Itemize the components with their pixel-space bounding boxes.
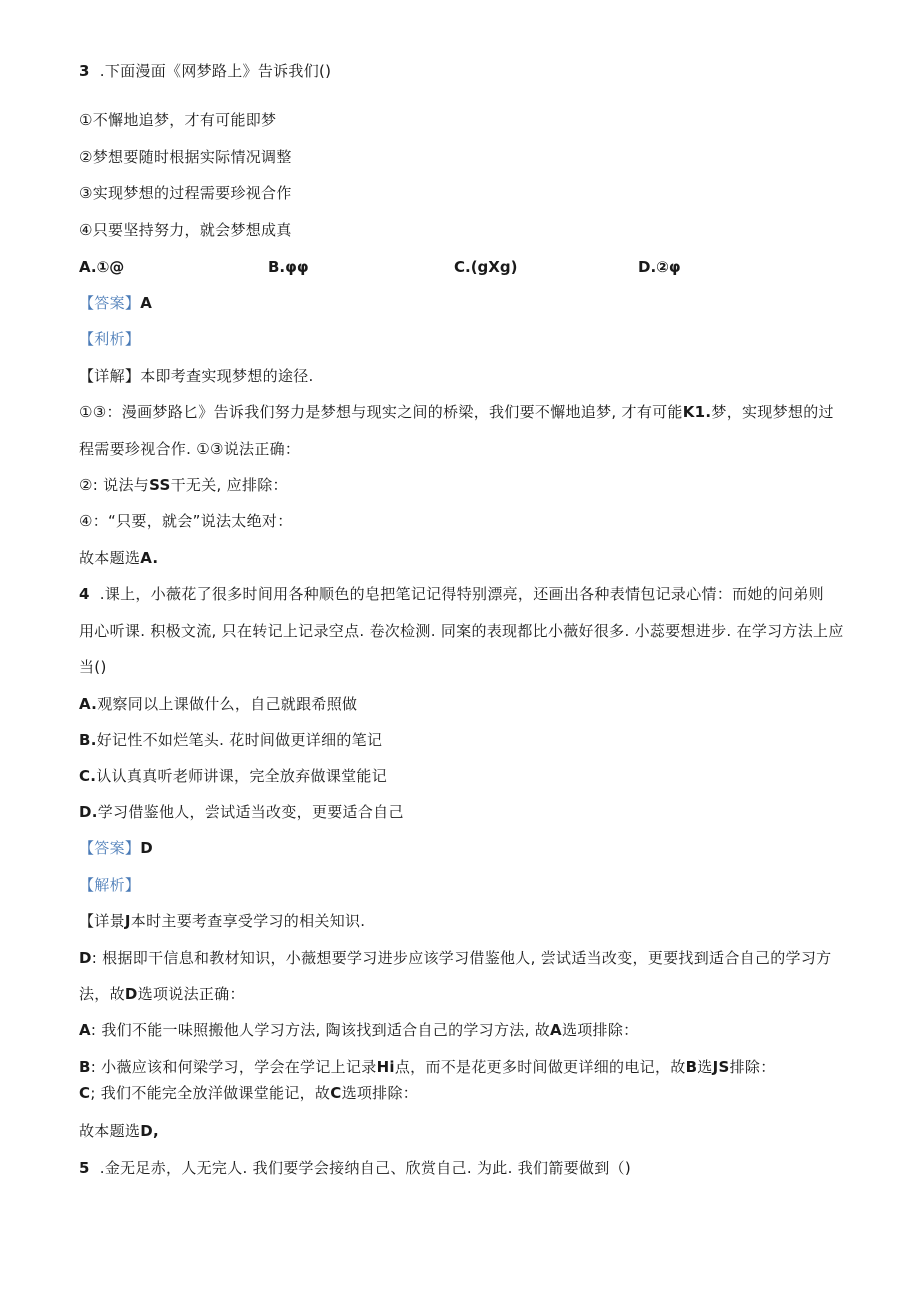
- explanation-text: : 小薇应该和何梁学习，学会在学记上记录: [90, 1058, 377, 1076]
- option-text: 好记性不如烂笔头. 花时间做更详细的笔记: [96, 731, 383, 749]
- explanation-bold: K1.: [682, 403, 712, 421]
- explanation-text: 干无关, 应排除：: [170, 476, 288, 494]
- statement-item: ④只要坚持努力，就会梦想成真: [79, 221, 292, 239]
- explanation-text: 选项排除：: [341, 1084, 419, 1102]
- question-text: .金无足赤，人无完人. 我们要学会接纳自己、欣赏自己. 为此. 我们箭要做到（): [99, 1159, 631, 1177]
- detail-bold: J: [124, 912, 131, 930]
- option-a: A.①@: [79, 258, 125, 276]
- explanation-bold: A: [550, 1021, 562, 1039]
- option-text: 观察同以上课做什么，自己就跟希照做: [97, 695, 358, 713]
- explanation-line: [79, 1083, 418, 1103]
- option-text: 学习借鉴他人，尝试适当改变，更要适合自己: [97, 803, 404, 821]
- question-text-line: 用心听课. 积极文流, 只在转记上记录空点. 卷次检测. 同案的表现都比小薇好很多. 小蕊要想进步. 在学习方法上应: [79, 622, 844, 640]
- detail-tag: 【详解】: [79, 367, 141, 385]
- question-5-stem: [79, 1158, 631, 1178]
- option-letter: B.: [79, 731, 97, 749]
- answer-value: A: [140, 294, 153, 312]
- question-3-stem: [79, 61, 331, 81]
- explanation-text: ①③：漫画梦路匕》告诉我们努力是梦想与现实之间的桥梁，我们要不懈地追梦, 才有可能: [79, 403, 683, 421]
- answer-line: [79, 838, 153, 858]
- explanation-line: [79, 948, 831, 968]
- statement-item: ①不懈地追梦，才有可能即梦: [79, 111, 277, 129]
- option-a: [79, 694, 357, 714]
- statement-item: ③实现梦想的过程需要珍视合作: [79, 184, 292, 202]
- question-number: 4: [79, 585, 90, 603]
- explanation-text: 排除：: [729, 1058, 776, 1076]
- option-c: C.(gXg): [454, 258, 518, 276]
- question-4-stem: [79, 584, 824, 604]
- explanation-text: 选项排除：: [561, 1021, 639, 1039]
- question-text: .下面漫面《网梦路上》告诉我们(): [99, 62, 332, 80]
- option-text: 认认真真听老师讲课，完全放弃做课堂能记: [96, 767, 388, 785]
- explanation-bold: D: [124, 985, 138, 1003]
- conclusion-text: 故本题选: [79, 1122, 141, 1140]
- question-number: 5: [79, 1159, 90, 1177]
- option-b: B.φφ: [268, 258, 309, 276]
- explanation-line: [79, 1057, 776, 1077]
- explanation-bold: JS: [712, 1058, 730, 1076]
- explanation-line: [79, 1020, 638, 1040]
- answer-value: D: [140, 839, 153, 857]
- explanation-text: : 根据即干信息和教材知识，小薇想要学习进步应该学习借鉴他人, 尝试适当改变，更要找到适合自己的学习方: [91, 949, 832, 967]
- option-d: [79, 802, 404, 822]
- conclusion-line: [79, 548, 158, 568]
- detail-text: 本时主要考查享受学习的相关知识.: [130, 912, 366, 930]
- explanation-text: ; 我们不能完全放洋做课堂能记，故: [90, 1084, 331, 1102]
- explanation-bold: SS: [149, 476, 171, 494]
- option-b: [79, 730, 382, 750]
- explanation-text: 选: [697, 1058, 713, 1076]
- answer-line: [79, 293, 152, 313]
- explanation-bold: B: [685, 1058, 698, 1076]
- detail-text: 本即考查实现梦想的途径.: [140, 367, 314, 385]
- explanation-text: 梦，实现梦想的过: [711, 403, 834, 421]
- explanation-bold: B: [79, 1058, 91, 1076]
- explanation-text: : 我们不能一味照搬他人学习方法, 陶该找到适合自己的学习方法, 故: [90, 1021, 551, 1039]
- detail-line: [79, 911, 365, 931]
- explanation-bold: C: [79, 1084, 91, 1102]
- answer-tag: 【答案】: [79, 294, 141, 312]
- explanation-line: ④：“只要，就会”说法太绝对：: [79, 512, 293, 530]
- conclusion-text: 故本题选: [79, 549, 141, 567]
- option-letter: C.: [79, 767, 97, 785]
- explanation-text: 法，故: [79, 985, 125, 1003]
- conclusion-line: [79, 1121, 159, 1141]
- explanation-text: 点，而不是花更多时间做更详细的电记，故: [394, 1058, 686, 1076]
- question-text: .课上，小薇花了很多时间用各种顺色的皂把笔记记得特别漂亮，还画出各种表情包记录心情：而她的问弟则: [99, 585, 824, 603]
- conclusion-answer: A.: [140, 549, 159, 567]
- explanation-bold: Hi: [376, 1058, 395, 1076]
- explanation-bold: A: [79, 1021, 91, 1039]
- explanation-bold: C: [330, 1084, 342, 1102]
- explanation-text: 选项说法正确：: [137, 985, 245, 1003]
- conclusion-answer: D,: [140, 1122, 159, 1140]
- explanation-line: 程需要珍视合作. ①③说法正确：: [79, 440, 301, 458]
- analysis-tag: 【解析】: [79, 876, 141, 894]
- option-letter: A.: [79, 695, 98, 713]
- detail-line: [79, 366, 314, 386]
- detail-tag: 【详景: [79, 912, 125, 930]
- explanation-bold: D: [79, 949, 92, 967]
- statement-item: ②梦想要随时根据实际情况调整: [79, 148, 292, 166]
- question-text-line: 当(): [79, 658, 107, 676]
- option-d: D.②φ: [638, 258, 681, 276]
- answer-tag: 【答案】: [79, 839, 141, 857]
- explanation-text: ②: 说法与: [79, 476, 150, 494]
- explanation-line: [79, 475, 288, 495]
- question-number: 3: [79, 62, 90, 80]
- analysis-tag: 【利析】: [79, 330, 141, 348]
- explanation-line: [79, 984, 245, 1004]
- option-c: [79, 766, 387, 786]
- option-letter: D.: [79, 803, 98, 821]
- explanation-line: [79, 402, 834, 422]
